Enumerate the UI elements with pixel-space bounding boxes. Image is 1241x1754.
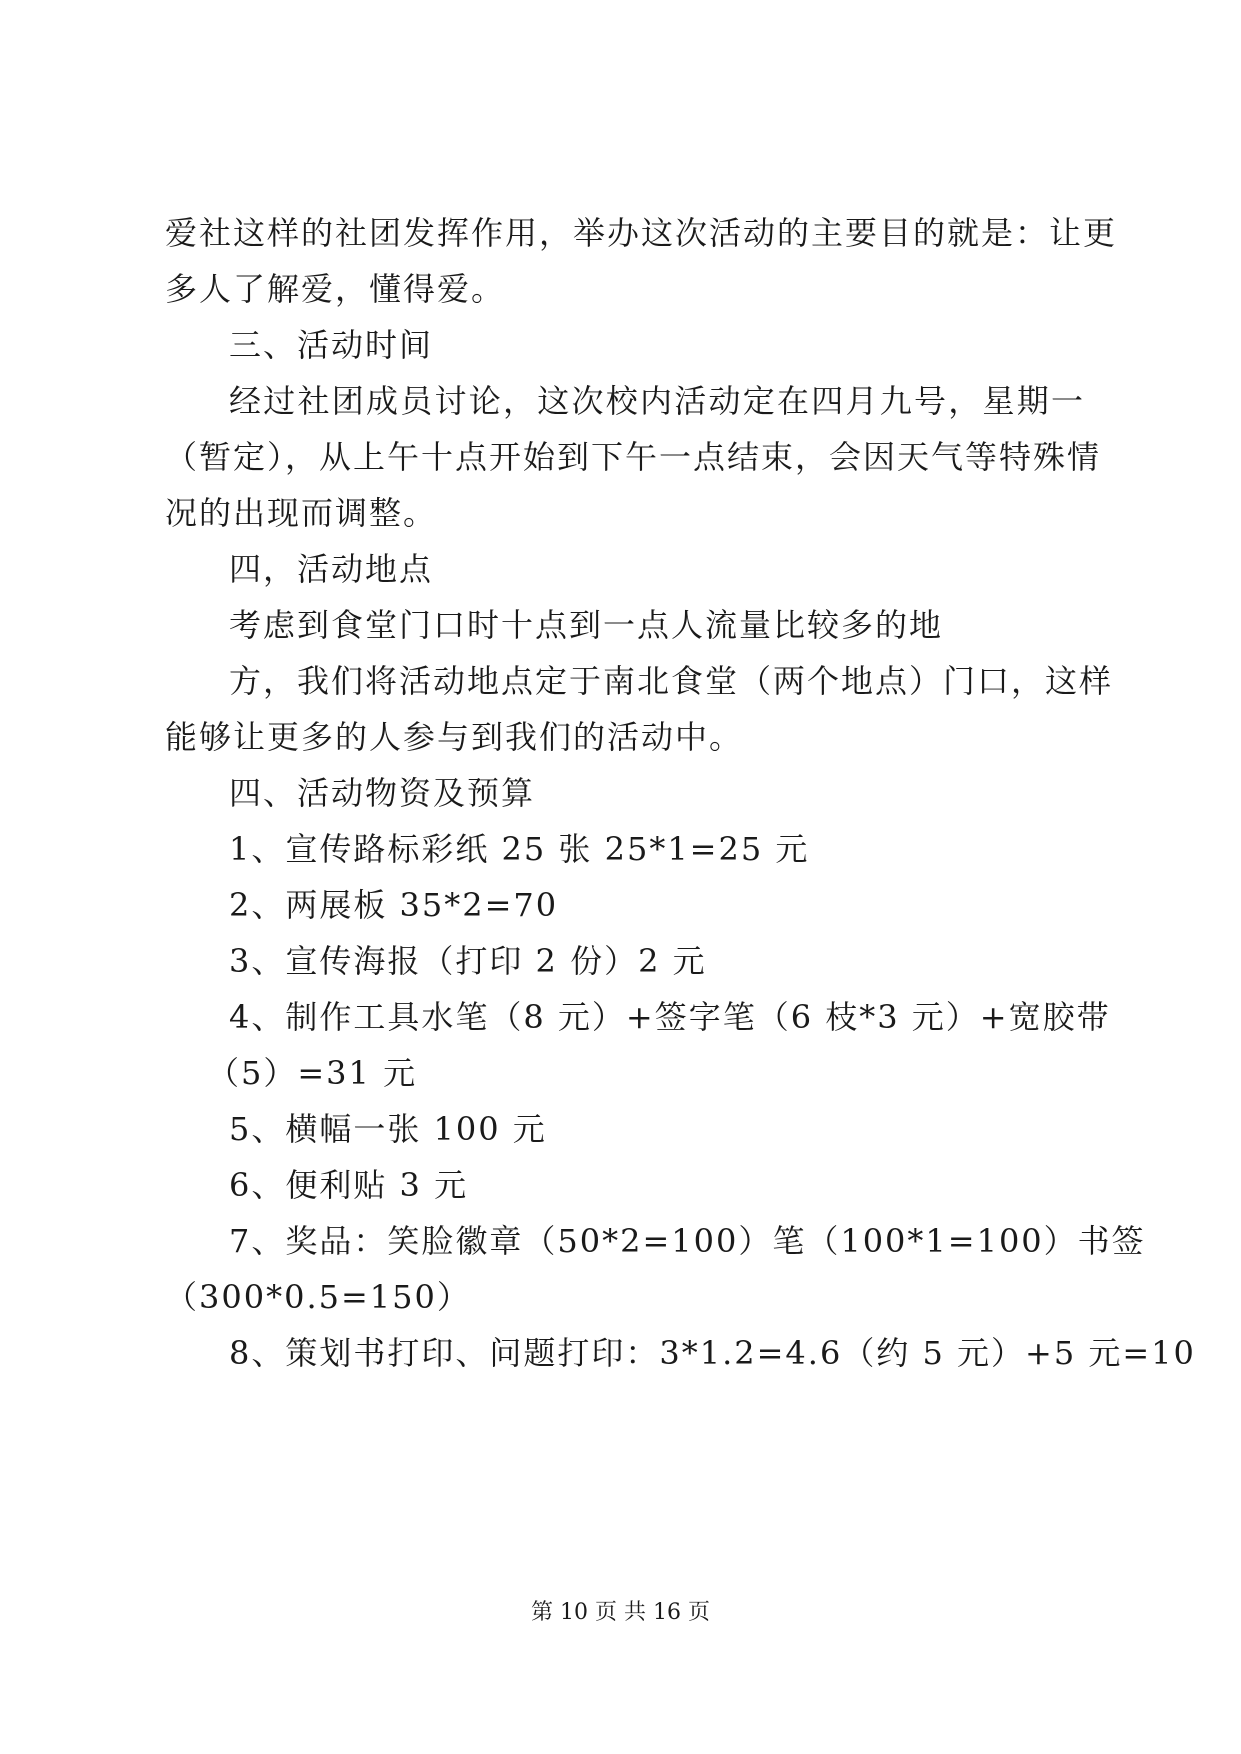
section-heading: 四，活动地点 bbox=[229, 550, 434, 588]
budget-item-continuation: （5）=31 元 bbox=[207, 1054, 418, 1092]
body-text-line: （暂定），从上午十点开始到下午一点结束，会因天气等特殊情 bbox=[165, 438, 1102, 476]
budget-item: 5、横幅一张 100 元 bbox=[229, 1110, 547, 1148]
body-text-line: 爱社这样的社团发挥作用，举办这次活动的主要目的就是：让更 bbox=[165, 214, 1118, 252]
body-text-line: 况的出现而调整。 bbox=[165, 494, 438, 532]
body-text-line: 考虑到食堂门口时十点到一点人流量比较多的地 bbox=[229, 606, 944, 644]
budget-item: 3、宣传海报（打印 2 份）2 元 bbox=[229, 942, 707, 980]
budget-item-continuation: （300*0.5=150） bbox=[165, 1278, 471, 1316]
page-number-footer: 第 10 页 共 16 页 bbox=[531, 1600, 710, 1625]
budget-item: 4、制作工具水笔（8 元）+签字笔（6 枝*3 元）+宽胶带 bbox=[229, 998, 1111, 1036]
section-heading: 三、活动时间 bbox=[229, 326, 434, 364]
body-text-line: 多人了解爱，懂得爱。 bbox=[165, 270, 506, 308]
budget-item: 6、便利贴 3 元 bbox=[229, 1166, 469, 1204]
budget-item: 7、奖品：笑脸徽章（50*2=100）笔（100*1=100）书签 bbox=[229, 1222, 1146, 1260]
budget-item: 1、宣传路标彩纸 25 张 25*1=25 元 bbox=[229, 830, 810, 868]
budget-item: 2、两展板 35*2=70 bbox=[229, 886, 559, 924]
budget-item: 8、策划书打印、问题打印：3*1.2=4.6（约 5 元）+5 元=10 bbox=[229, 1334, 1196, 1372]
section-heading: 四、活动物资及预算 bbox=[229, 774, 536, 812]
body-text-line: 能够让更多的人参与到我们的活动中。 bbox=[165, 718, 744, 756]
body-text-line: 经过社团成员讨论，这次校内活动定在四月九号，星期一 bbox=[229, 382, 1085, 420]
body-text-line: 方，我们将活动地点定于南北食堂（两个地点）门口，这样 bbox=[229, 662, 1114, 700]
